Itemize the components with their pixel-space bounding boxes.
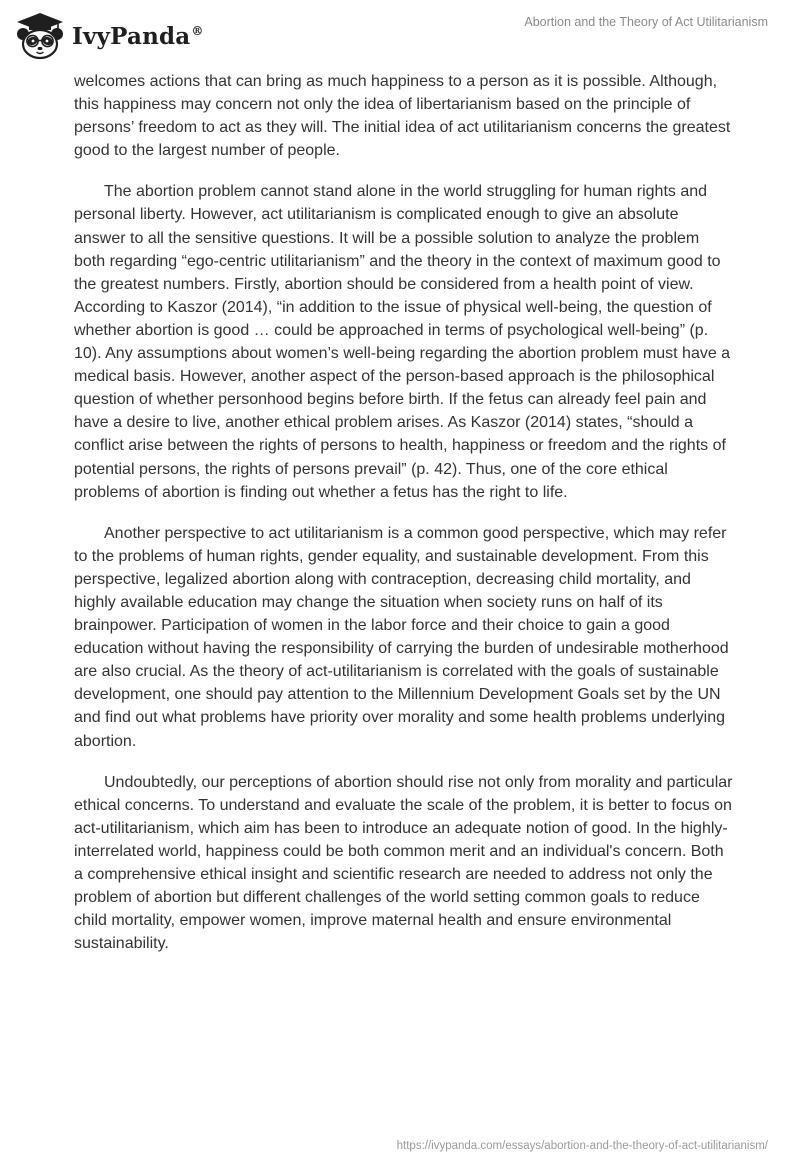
ivypanda-logo[interactable] (14, 10, 204, 62)
paragraph-4: Undoubtedly, our perceptions of abortion should rise not only from morality and particular ethical concerns. To understand and evaluate the scale of the problem, it is better to focus on act-utilitarianism, which aim has been to introduce an adequate notion of good. In the highly- interrelated world, happiness could be both common merit and an individual's concern. Both a comprehensive ethical insight and scientific research are needed to address not only the problem of abortion but different challenges of the world setting common goals to reduce child mortality, empower women, improve maternal health and ensure environmental sustainability. (74, 773, 733, 953)
document-title: Abortion and the Theory of Act Utilitarianism (524, 15, 768, 29)
essay-body (74, 70, 734, 973)
source-url[interactable]: https://ivypanda.com/essays/abortion-and-the-theory-of-act-utilitarianism/ (396, 1140, 768, 1152)
registered-mark: ® (191, 23, 204, 38)
brand-name: IvyPanda® (72, 22, 204, 50)
paragraph-1: welcomes actions that can bring as much happiness to a person as it is possible. Although, this happiness may concern not only the idea of libertarianism based on the principle of persons’ freedom to act as they will. The initial idea of act utilitarianism concerns the greatest good to the largest number of people. (74, 73, 731, 160)
panda-graduation-cap-icon (14, 10, 66, 62)
page-header (0, 0, 800, 70)
paragraph-3: Another perspective to act utilitarianism is a common good perspective, which may refer to the problems of human rights, gender equality, and sustainable development. From this perspective, legalized abortion along with contraception, decreasing child mortality, and highly available education may change the situation when society runs on half of its brainpower. Participation of women in the labor force and their choice to gain a good education without having the responsibility of carrying the burden of undesirable motherhood are also crucial. As the theory of act-utilitarianism is correlated with the goals of sustainable development, one should pay attention to the Millennium Development Goals set by the UN and find out what problems have priority over morality and some health problems underlying abortion. (74, 524, 729, 750)
paragraph-2: The abortion problem cannot stand alone in the world struggling for human rights and personal liberty. However, act utilitarianism is complicated enough to give an absolute answer to all the sensitive questions. It will be a possible solution to analyze the problem both regarding “ego-centric utilitarianism” and the theory in the context of maximum good to the greatest numbers. Firstly, abortion should be considered from a health point of view. According to Kaszor (2014), “in addition to the issue of physical well-being, the question of whether abortion is good … could be approached in terms of psychological well-being” (p. 10). Any assumptions about women’s well-being regarding the abortion problem must have a medical basis. However, another aspect of the person-based approach is the philosophical question of whether personhood begins before birth. If the fetus can already feel pain and have a desire to live, another ethical problem arises. As Kaszor (2014) states, “should a conflict arise between the rights of persons to health, happiness or freedom and the rights of potential persons, the rights of persons prevail” (p. 42). Thus, one of the core ethical problems of abortion is finding out whether a fetus has the right to life. (74, 183, 731, 501)
